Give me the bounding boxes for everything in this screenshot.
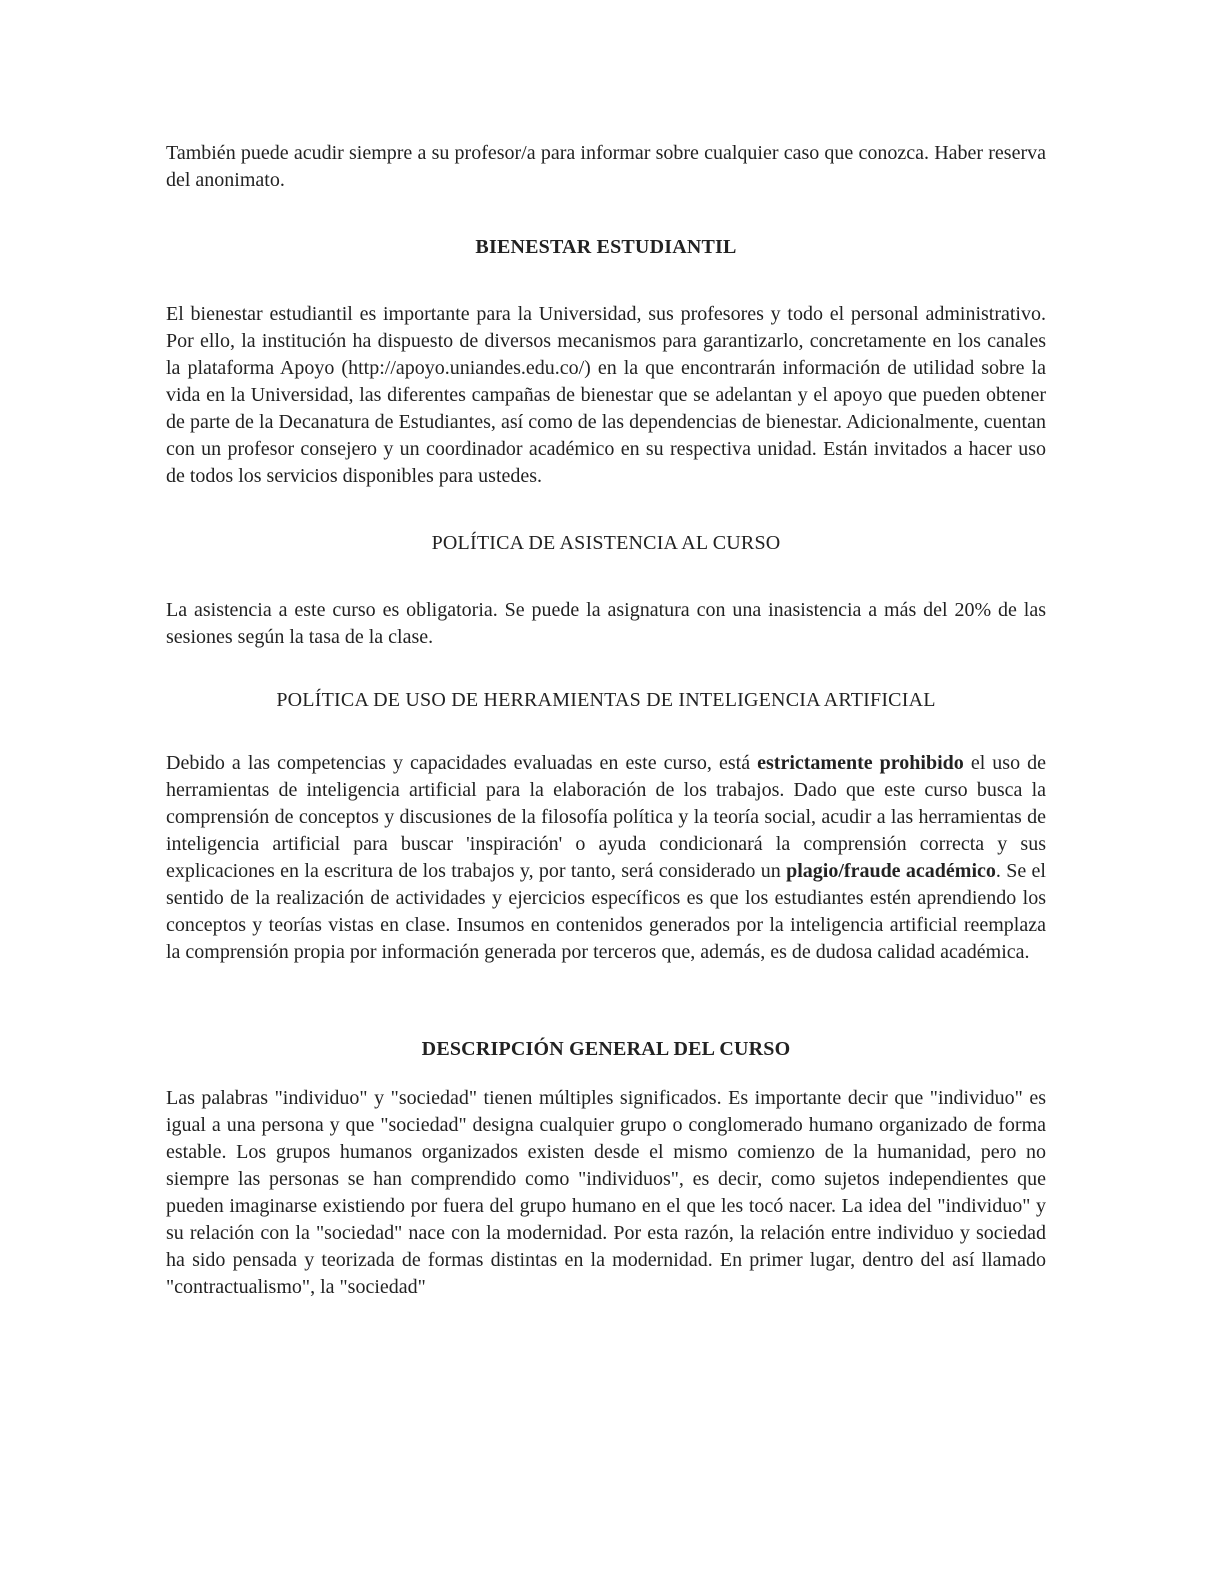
ia-tail-text: . Se el sentido de la realización de actividades y ejercicios específicos es que los estudiantes estén aprendiendo los conceptos y teorías vistas en clase. Insumos en contenidos generados por la inteligencia artificial reemplaza la comprensión propia por información generada por terceros que, además, es de dudosa calidad académica. xyxy=(166,860,1046,963)
ia-bold-prohibido: estrictamente prohibido xyxy=(757,752,964,774)
asistencia-paragraph: La asistencia a este curso es obligatoria. Se puede la asignatura con una inasistencia a más del 20% de las sesiones según la tasa de la clase. xyxy=(166,599,1046,648)
section-heading-descripcion: DESCRIPCIÓN GENERAL DEL CURSO xyxy=(421,1038,791,1060)
page-content xyxy=(166,140,1046,1301)
section-heading-ia: POLÍTICA DE USO DE HERRAMIENTAS DE INTELIGENCIA ARTIFICIAL xyxy=(276,689,936,711)
intro-paragraph: También puede acudir siempre a su profesor/a para informar sobre cualquier caso que conozca. Haber reserva del anonimato. xyxy=(166,142,1046,191)
section-heading-asistencia: POLÍTICA DE ASISTENCIA AL CURSO xyxy=(431,532,781,554)
ia-bold-plagio: plagio/fraude académico xyxy=(786,860,996,882)
bienestar-paragraph: El bienestar estudiantil es importante para la Universidad, sus profesores y todo el personal administrativo. Por ello, la institución ha dispuesto de diversos mecanismos para garantizarlo, concretamente en los canales la plataforma Apoyo (http://apoyo.uniandes.edu.co/) en la que encontrarán información de utilidad sobre la vida en la Universidad, las diferentes campañas de bienestar que se adelantan y el apoyo que pueden obtener de parte de la Decanatura de Estudiantes, así como de las dependencias de bienestar. Adicionalmente, cuentan con un profesor consejero y un coordinador académico en su respectiva unidad. Están invitados a hacer uso de todos los servicios disponibles para ustedes. xyxy=(166,303,1046,487)
ia-lead-text: Debido a las competencias y capacidades evaluadas en este curso, está xyxy=(166,752,758,774)
ia-mid-text: el uso de herramientas de inteligencia artificial para la elaboración de los trabajos. Dado que este curso busca la comprensión de conceptos y discusiones de la filosofía política y la teoría social, acudir a las herramientas de inteligencia artificial para buscar 'inspiración' o ayuda condicionará la comprensión correcta y sus explicaciones en la escritura de los trabajos y, por tanto, será considerado un xyxy=(166,752,1047,882)
descripcion-paragraph: Las palabras "individuo" y "sociedad" tienen múltiples significados. Es importante decir que "individuo" es igual a una persona y que "sociedad" designa cualquier grupo o conglomerado humano organizado de forma estable. Los grupos humanos organizados existen desde el mismo comienzo de la humanidad, pero no siempre las personas se han comprendido como "individuos", es decir, como sujetos independientes que pueden imaginarse existiendo por fuera del grupo humano en el que les tocó nacer. La idea del "individuo" y su relación con la "sociedad" nace con la modernidad. Por esta razón, la relación entre individuo y sociedad ha sido pensada y teorizada de formas distintas en la modernidad. En primer lugar, dentro del así llamado "contractualismo", la "sociedad" xyxy=(166,1087,1046,1298)
ia-paragraph xyxy=(166,750,1046,966)
section-heading-bienestar: BIENESTAR ESTUDIANTIL xyxy=(475,236,737,258)
